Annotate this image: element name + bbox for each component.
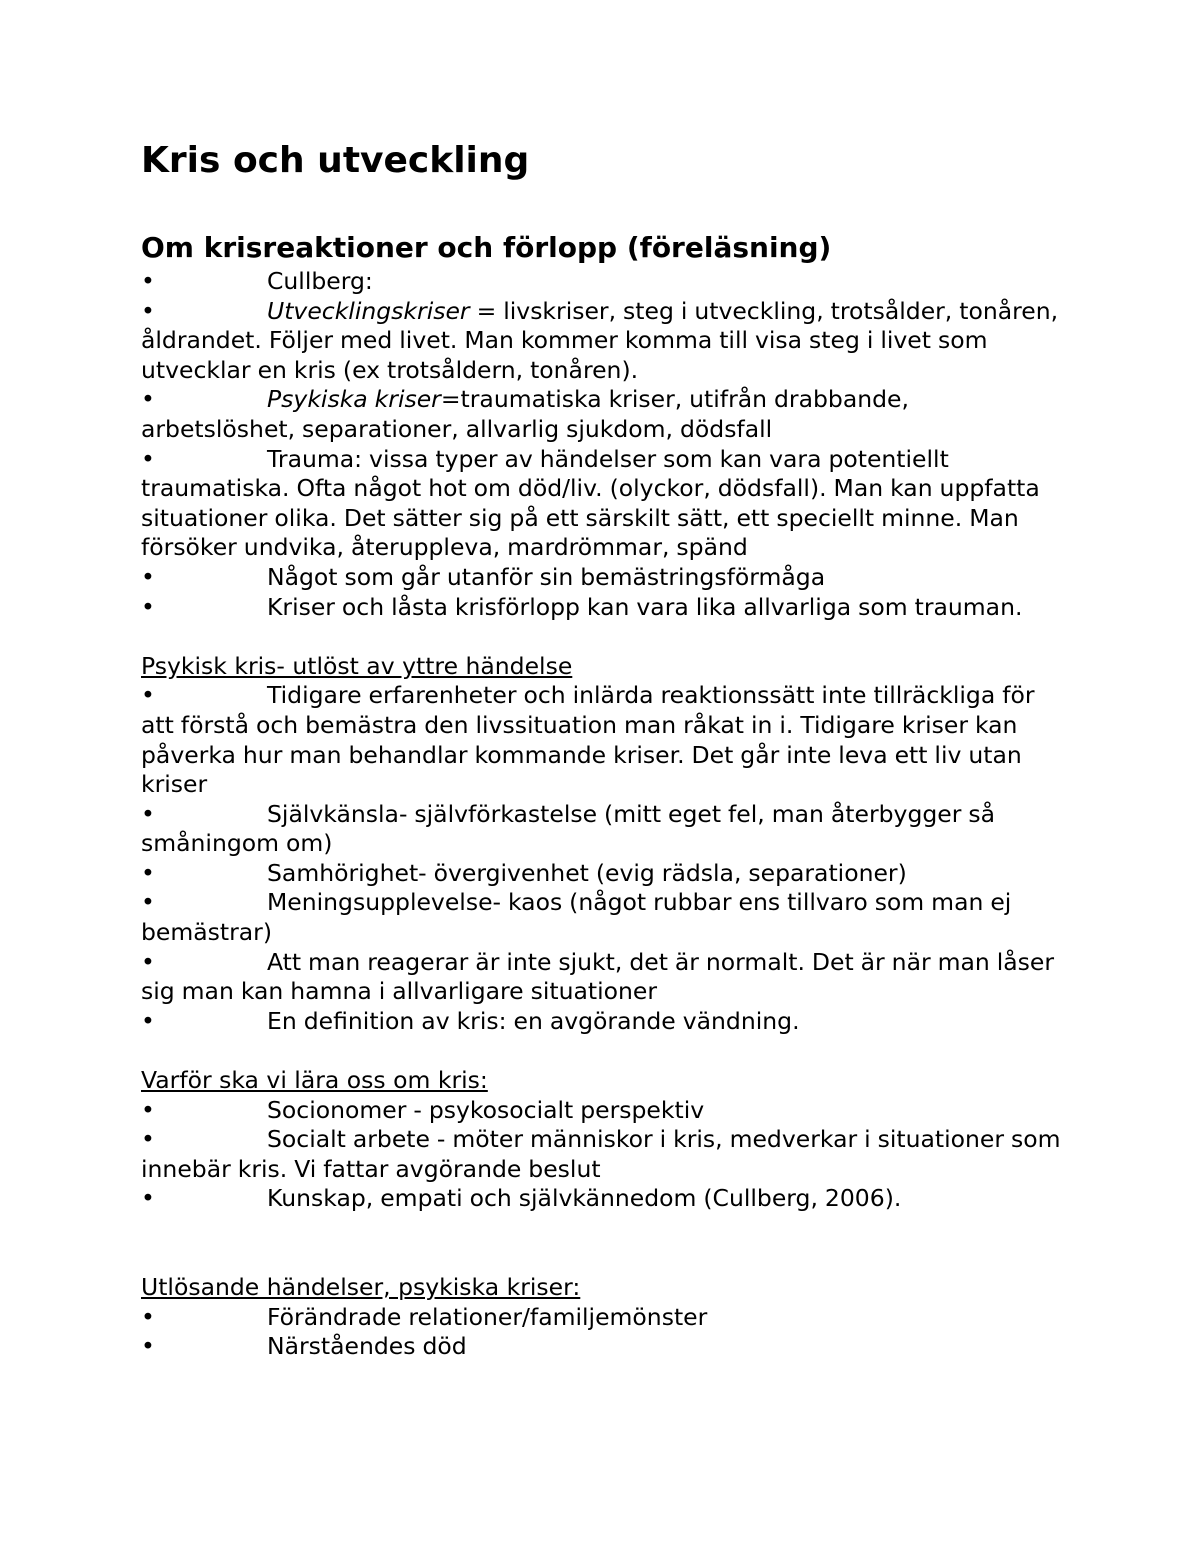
list-item-text: Något som går utanför sin bemästringsförmåga (267, 562, 826, 591)
section-heading-psykisk-kris: Psykisk kris- utlöst av yttre händelse (141, 651, 573, 680)
list-item (141, 681, 1066, 799)
list-item-text: Kriser och låsta krisförlopp kan vara lika allvarliga som trauman. (267, 592, 1023, 621)
bullet: • (141, 592, 155, 621)
document-page (141, 138, 1066, 1362)
list-item-term: Psykiska kriser (267, 385, 441, 414)
list-item-text: = livskriser, steg i utveckling, trotsålder, tonåren, åldrandet. Följer med livet. Man kommer komma till visa steg i livet som utvecklar en kris (ex trotsåldern, tonåren). (141, 296, 1059, 384)
spacer (141, 622, 1066, 652)
list-item-text: Tidigare erfarenheter och inlärda reaktionssätt inte tillräckliga för att förstå och bemästra den livssituation man råkat in i. Tidigare kriser kan påverka hur man behandlar kommande kriser. Det går inte leva ett liv utan kriser (141, 681, 1035, 799)
section-heading-krisreaktioner: Om krisreaktioner och förlopp (föreläsning) (141, 231, 832, 264)
list-item-text: Att man reagerar är inte sjukt, det är normalt. Det är när man låser sig man kan hamna i allvarligare situationer (141, 947, 1055, 1006)
list-item (141, 385, 1066, 444)
list-item-text: En definition av kris: en avgörande vändning. (267, 1006, 800, 1035)
bullet: • (141, 562, 155, 591)
list-item (141, 267, 1066, 297)
list-item (141, 445, 1066, 563)
bullet: • (141, 1006, 155, 1035)
list-item-text: Trauma: vissa typer av händelser som kan vara potentiellt traumatiska. Ofta något hot om död/liv. (olyckor, dödsfall). Man kan uppfatta situationer olika. Det sätter sig på ett särskilt sätt, ett speciellt minne. Man försöker undvika, återuppleva, mardrömmar, spänd (141, 444, 1040, 562)
list-item (141, 948, 1066, 1007)
list-item-text: Socialt arbete - möter människor i kris, medverkar i situationer som innebär kris. Vi fattar avgörande beslut (141, 1125, 1061, 1183)
list-item-text: Socionomer - psykosocialt perspektiv (267, 1095, 705, 1124)
bullet: • (141, 681, 155, 710)
bullet: • (141, 1332, 155, 1361)
bullet: • (141, 267, 155, 295)
section-psykisk-kris-list (141, 681, 1066, 1036)
section-heading-utlosande: Utlösande händelser, psykiska kriser: (141, 1273, 581, 1301)
list-item-text: Meningsupplevelse- kaos (något rubbar ens tillvaro som man ej bemästrar) (141, 888, 1012, 947)
section-varfor-list (141, 1096, 1066, 1214)
list-item (141, 593, 1066, 623)
bullet: • (141, 799, 155, 828)
bullet: • (141, 296, 155, 325)
list-item (141, 297, 1066, 386)
section-heading-varfor: Varför ska vi lära oss om kris: (141, 1066, 488, 1095)
section-utlosande-list (141, 1303, 1066, 1362)
bullet: • (141, 1184, 155, 1213)
list-item (141, 1125, 1066, 1184)
bullet: • (141, 947, 155, 976)
bullet: • (141, 858, 155, 887)
list-item (141, 800, 1066, 859)
list-item (141, 563, 1066, 593)
list-item-text: Förändrade relationer/familjemönster (267, 1302, 708, 1331)
bullet: • (141, 1095, 155, 1124)
list-item-text: Samhörighet- övergivenhet (evig rädsla, separationer) (267, 858, 907, 887)
list-item (141, 1184, 1066, 1214)
list-item-text: Självkänsla- självförkastelse (mitt eget fel, man återbygger så småningom om) (141, 799, 996, 858)
bullet: • (141, 385, 155, 414)
list-item (141, 1096, 1066, 1126)
list-item (141, 1007, 1066, 1037)
list-item (141, 1303, 1066, 1333)
list-item (141, 888, 1066, 947)
list-item-text: Kunskap, empati och självkännedom (Cullberg, 2006). (267, 1184, 902, 1213)
bullet: • (141, 444, 155, 473)
spacer (141, 1214, 1066, 1273)
bullet: • (141, 888, 155, 917)
bullet: • (141, 1125, 155, 1154)
section-krisreaktioner-list (141, 267, 1066, 622)
list-item (141, 1332, 1066, 1362)
list-item-term: Utvecklingskriser (267, 296, 470, 325)
bullet: • (141, 1302, 155, 1331)
document-title: Kris och utveckling (141, 140, 530, 181)
spacer (141, 1036, 1066, 1066)
list-item-text: Cullberg: (267, 267, 373, 295)
list-item (141, 859, 1066, 889)
list-item-text: =traumatiska kriser, utifrån drabbande, arbetslöshet, separationer, allvarlig sjukdom, dödsfall (141, 385, 909, 443)
list-item-text: Närståendes död (267, 1332, 467, 1361)
